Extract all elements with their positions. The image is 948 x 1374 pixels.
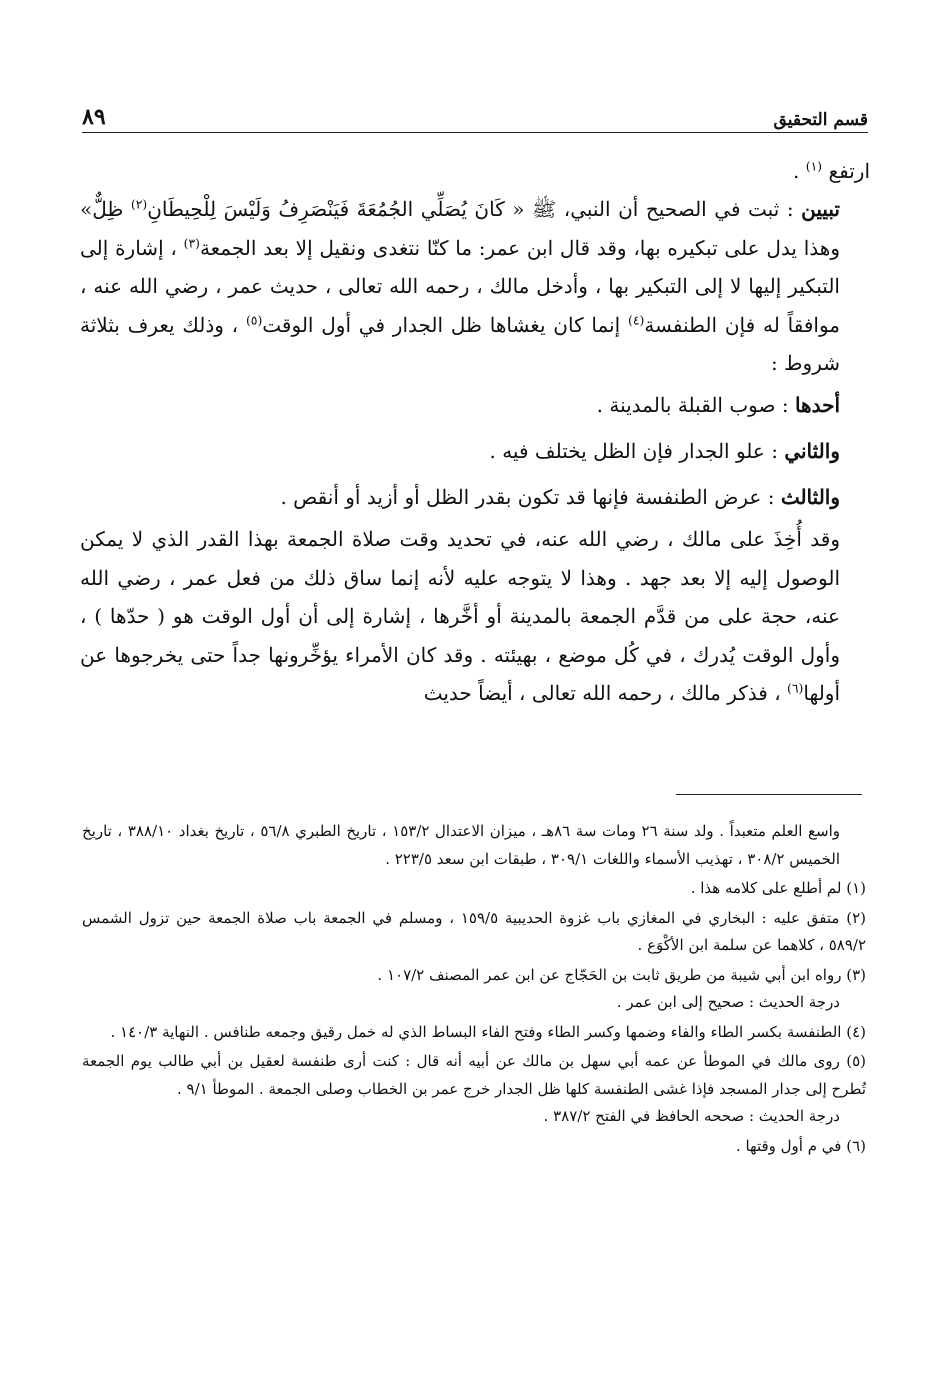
header-rule <box>82 132 868 133</box>
condition-2-label: والثاني <box>784 439 840 464</box>
condition-1: أحدها : صوب القبلة بالمدينة . <box>596 393 840 418</box>
footnote-3: (٣) رواه ابن أبي شيبة من طريق ثابت بن الحَجّاج عن ابن عمر المصنف ١٠٧/٢ . <box>377 965 866 984</box>
condition-1-label: أحدها <box>794 393 840 418</box>
paragraph-1: ارتفع $^{(١)}$ . <box>793 158 870 183</box>
condition-2: والثاني : علو الجدار فإن الظل يختلف فيه . <box>489 439 840 464</box>
footnote-ref-1: (١) <box>805 158 823 174</box>
running-header <box>82 100 868 130</box>
footnote-3-grade: درجة الحديث : صحيح إلى ابن عمر . <box>616 993 840 1011</box>
paragraph-3: وقد أُخِذَ على مالك ، رضي الله عنه، في تحديد وقت صلاة الجمعة بهذا القدر الذي لا يمكن الوصول إليه إلا بعد جهد . وهذا لا يتوجه عليه لأنه إنما ساق ذلك من فعل عمر ، رضي الله عنه، حجة على من قدَّم الجمعة بالمدينة أو أخَّرها ، إشارة إلى أن أول الوقت هو ( حدّها ) ، وأول الوقت يُدرك ، في كُل موضع ، بهيئته . وقد كان الأمراء يؤخِّرونها جداً حتى يخرجوها عن أولها$^{(٦)}$ ، فذكر مالك ، رحمه الله تعالى ، أيضاً حديث <box>80 527 840 706</box>
footnote-4: (٤) الطنفسة بكسر الطاء والفاء وضمها وكسر الطاء وفتح الفاء البساط الذي له خمل رقيق وجمعه طنافس . النهاية ١٤٠/٣ . <box>110 1022 866 1041</box>
footnote-5: (٥) روى مالك في الموطأ عن عمه أبي سهل بن مالك عن أبيه أنه قال : كنت أرى طنفسة لعقيل بن أبي طالب يوم الجمعة تُطرح إلى جدار المسجد فإذا غشى الطنفسة كلها ظل الجدار خرج عمر بن الخطاب وصلى الجمعة . الموطأ ٩/١ . <box>82 1052 866 1098</box>
footnote-ref-4: (٤) <box>627 311 645 327</box>
heading-tabyin: تبيين <box>801 197 840 222</box>
main-text <box>80 152 870 712</box>
footnote-ref-6: (٦) <box>787 680 804 696</box>
condition-3: والثالث : عرض الطنفسة فإنها قد تكون بقدر الظل أو أزيد أو أنقص . <box>280 485 840 510</box>
footnotes <box>82 818 866 1160</box>
footnote-5-grade: درجة الحديث : صححه الحافظ في الفتح ٣٨٧/٢ . <box>543 1107 840 1125</box>
footnote-ref-2: (٢) <box>130 196 148 212</box>
footnote-1: (١) لم أطلع على كلامه هذا . <box>690 879 866 897</box>
footnote-2: (٢) متفق عليه : البخاري في المغازي باب غزوة الحديبية ١٥٩/٥ ، ومسلم في الجمعة باب صلاة الجمعة حين تزول الشمس ٥٨٩/٢ ، كلاهما عن سلمة ابن الأكْوَع . <box>82 908 866 954</box>
footnote-ref-5: (٥) <box>245 311 263 327</box>
footnote-ref-3: (٣) <box>183 235 200 251</box>
section-title: قسم التحقيق <box>773 110 868 130</box>
footnote-6: (٦) في م أول وقتها . <box>735 1136 866 1155</box>
condition-3-label: والثالث <box>780 485 840 510</box>
paragraph-2: تبيين : ثبت في الصحيح أن النبي، ﷺ « كَانَ يُصَلِّي الجُمُعَةَ فَيَنْصَرِفُ وَلَيْسَ لِلْحِيطَانِ$^{(٢)}$ ظِلٌّ» وهذا يدل على تبكيره بها، وقد قال ابن عمر: ما كنّا نتغدى ونقيل إلا بعد الجمعة$^{(٣)}$ ، إشارة إلى التبكير إليها لا إلى التبكير بها ، وأدخل مالك ، رحمه الله تعالى ، حديث عمر ، رضي الله عنه ، موافقاً له فإن الطنفسة$^{(٤)}$ إنما كان يغشاها ظل الجدار في أول الوقت$^{(٥)}$ ، وذلك يعرف بثلاثة شروط : <box>80 196 840 376</box>
footnote-separator <box>676 794 862 795</box>
footnote-continuation: واسع العلم متعبداً . ولد سنة ٢٦ ومات سة ٨٦هـ ، ميزان الاعتدال ١٥٣/٢ ، تاريخ الطبري ٥٦/٨ ، تاريخ بغداد ٣٨٨/١٠ ، تاريخ الخميس ٣٠٨/٢ ، تهذيب الأسماء واللغات ٣٠٩/١ ، طبقات ابن سعد ٢٢٣/٥ . <box>82 822 840 868</box>
page-number: ٨٩ <box>82 104 106 130</box>
